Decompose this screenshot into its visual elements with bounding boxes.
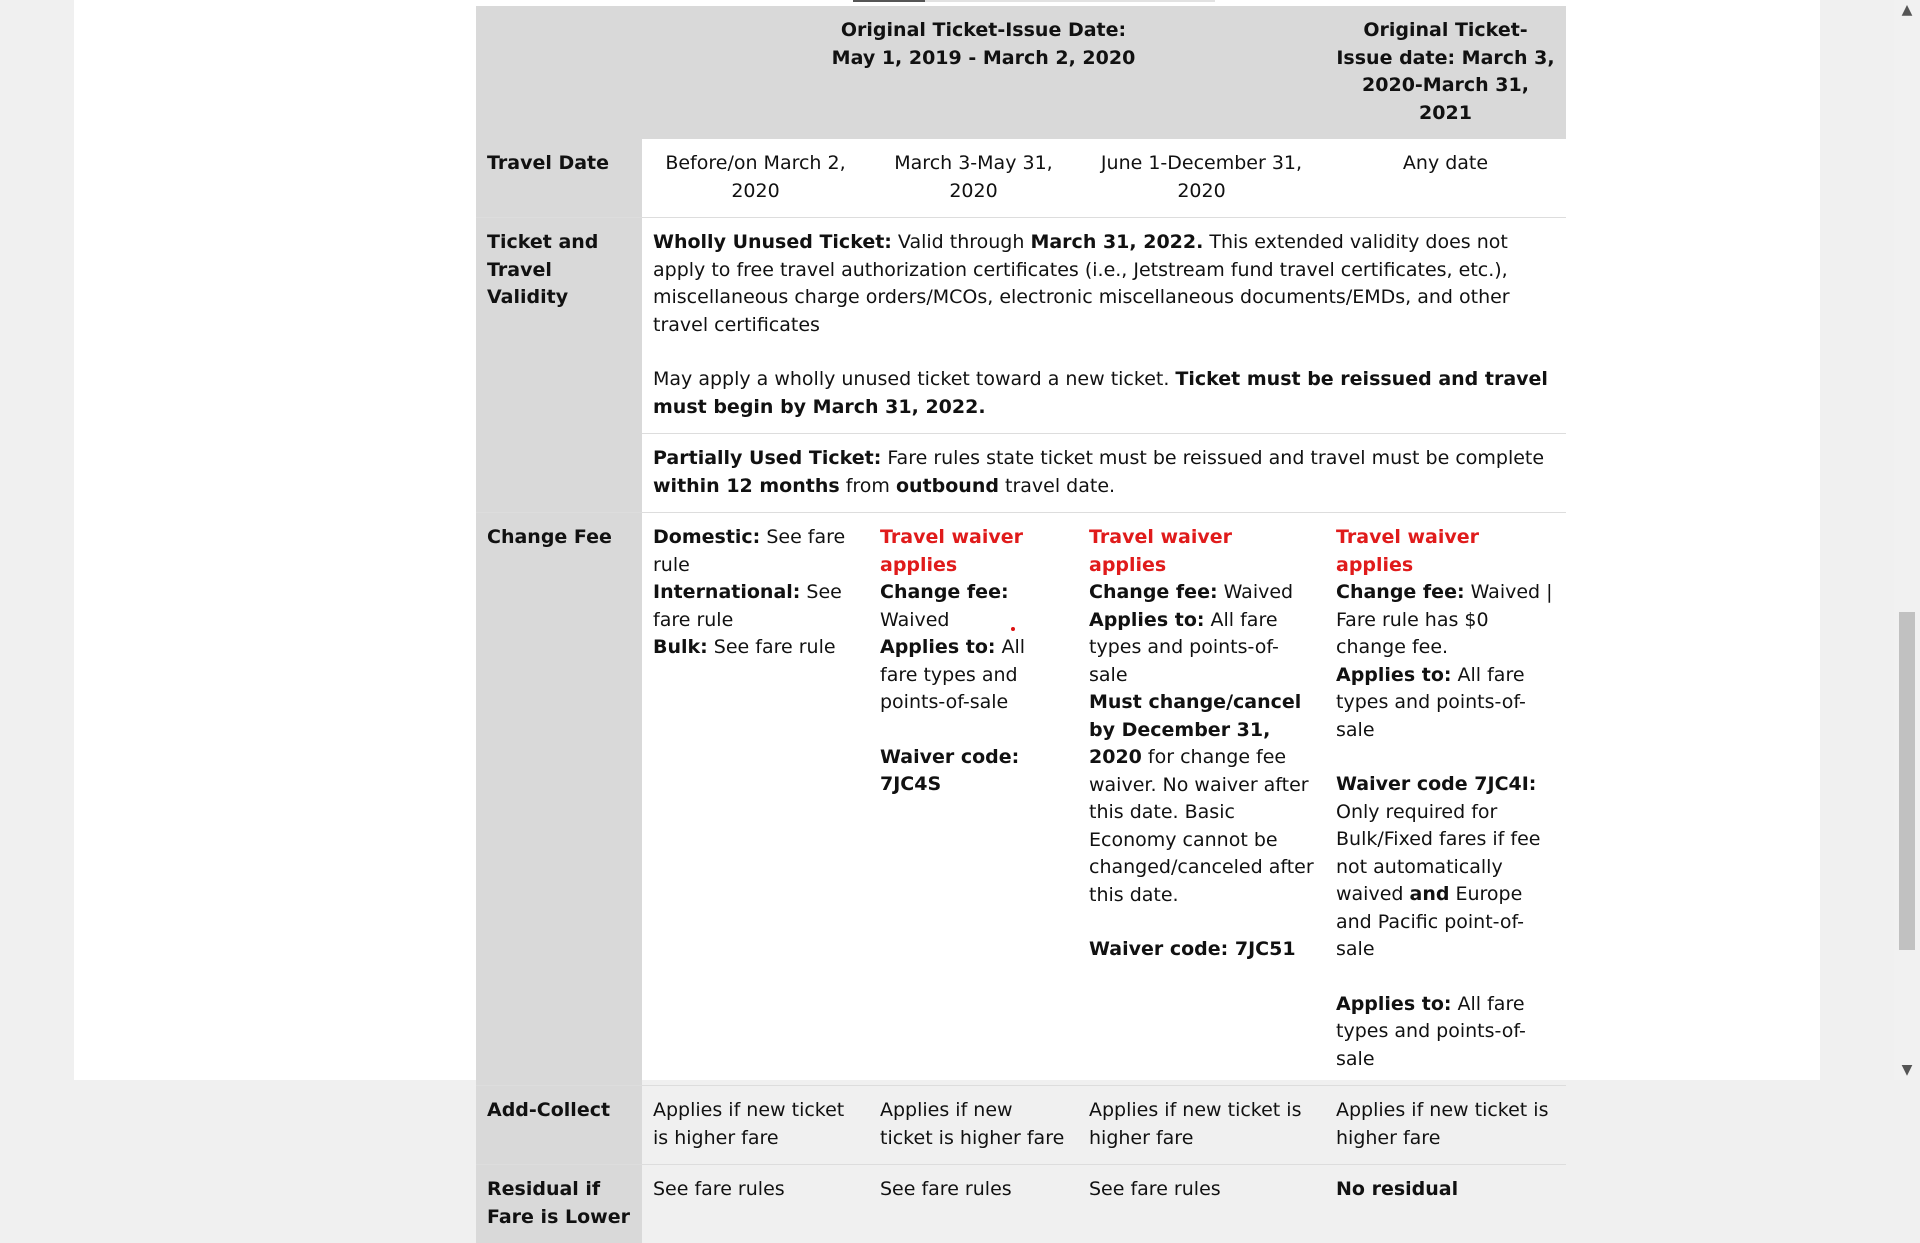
residual-cell: See fare rules	[1078, 1165, 1325, 1243]
waiver-code: Waiver code: 7JC4S	[880, 746, 1019, 796]
page-content	[74, 0, 1820, 1080]
cursor-dot	[1011, 627, 1015, 631]
travel-date-cell: March 3-May 31, 2020	[869, 139, 1078, 218]
travel-date-cell: Any date	[1325, 139, 1566, 218]
table-header-row	[476, 6, 1566, 139]
row-label: Ticket and Travel Validity	[476, 218, 642, 513]
change-fee-cell-4: Travel waiver applies Change fee: Waived | Fare rule has $0 change fee. Applies to: All fare types and points-of-sale Waiver code 7JC4I: Only required for Bulk/Fixed fares if fee not automatically waived and Europe and Pacific point-of-sale Applies to: All fare types and points-of-sale	[1325, 513, 1566, 1086]
add-collect-cell: Applies if new ticket is higher fare	[1078, 1086, 1325, 1165]
waiver-badge: Travel waiver applies	[1089, 526, 1232, 576]
add-collect-cell: Applies if new ticket is higher fare	[869, 1086, 1078, 1165]
row-label: Residual if Fare is Lower	[476, 1165, 642, 1243]
waiver-code: Waiver code: 7JC51	[1089, 938, 1296, 960]
row-label: Add-Collect	[476, 1086, 642, 1165]
table-row-add-collect	[476, 1086, 1566, 1165]
table-row-validity	[476, 218, 1566, 434]
validity-partially-used-cell	[642, 434, 1566, 513]
table-row-change-fee	[476, 513, 1566, 1086]
residual-cell: No residual	[1325, 1165, 1566, 1243]
waiver-policy-table	[476, 6, 1566, 1243]
header-empty-cell	[476, 6, 642, 139]
validity-wholly-unused-cell	[642, 218, 1566, 434]
scroll-thumb[interactable]	[1899, 612, 1915, 950]
waiver-badge: Travel waiver applies	[880, 526, 1023, 576]
travel-date-cell: June 1-December 31, 2020	[1078, 139, 1325, 218]
header-issue-date-2: Original Ticket-Issue date: March 3, 2020-March 31, 2021	[1325, 6, 1566, 139]
table-row-travel-date	[476, 139, 1566, 218]
tab-indicator	[853, 0, 1215, 2]
wholly-unused-text: Wholly Unused Ticket: Valid through March 31, 2022. This extended validity does not apply to free travel authorization certificates (i.e., Jetstream fund travel certificates, etc.), miscellaneous charge orders/MCOs, electronic miscellaneous documents/EMDs, and other travel certificates	[653, 229, 1555, 339]
residual-cell: See fare rules	[642, 1165, 869, 1243]
vertical-scrollbar[interactable]	[1894, 0, 1920, 1080]
scroll-down-icon[interactable]: ▼	[1894, 1060, 1920, 1080]
table-row-residual	[476, 1165, 1566, 1243]
scroll-up-icon[interactable]: ▲	[1894, 0, 1920, 20]
apply-unused-text: May apply a wholly unused ticket toward a new ticket. Ticket must be reissued and travel must begin by March 31, 2022.	[653, 366, 1555, 421]
add-collect-cell: Applies if new ticket is higher fare	[642, 1086, 869, 1165]
residual-cell: See fare rules	[869, 1165, 1078, 1243]
change-fee-cell-2: Travel waiver applies Change fee: Waived Applies to: All fare types and points-of-sale Waiver code: 7JC4S	[869, 513, 1078, 1086]
waiver-badge: Travel waiver applies	[1336, 526, 1479, 576]
travel-date-cell: Before/on March 2, 2020	[642, 139, 869, 218]
change-fee-cell-3: Travel waiver applies Change fee: Waived Applies to: All fare types and points-of-sale Must change/cancel by December 31, 2020 for change fee waiver. No waiver after this date. Basic Economy cannot be changed/canceled after this date. Waiver code: 7JC51	[1078, 513, 1325, 1086]
header-issue-date-1: Original Ticket-Issue Date: May 1, 2019 - March 2, 2020	[642, 6, 1325, 139]
row-label: Travel Date	[476, 139, 642, 218]
row-label: Change Fee	[476, 513, 642, 1086]
partially-used-text: Partially Used Ticket: Fare rules state ticket must be reissued and travel must be complete within 12 months from outbound travel date.	[653, 445, 1555, 500]
change-fee-cell-1: Domestic: See fare rule International: See fare rule Bulk: See fare rule	[642, 513, 869, 1086]
add-collect-cell: Applies if new ticket is higher fare	[1325, 1086, 1566, 1165]
active-tab-indicator	[853, 0, 925, 2]
